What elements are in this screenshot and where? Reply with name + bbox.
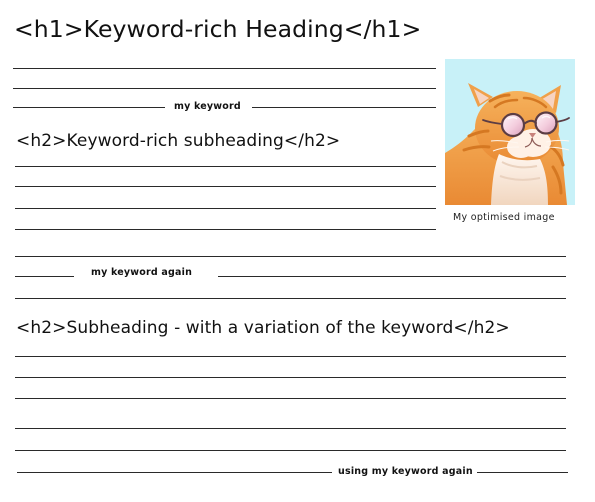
keyword-label-3: using my keyword again xyxy=(338,466,473,477)
keyword-label-1: my keyword xyxy=(174,101,241,112)
image-caption: My optimised image xyxy=(453,212,555,223)
text-line xyxy=(15,450,566,451)
text-line xyxy=(13,107,165,108)
text-line xyxy=(15,166,436,167)
subheading-2: <h2>Subheading - with a variation of the keyword</h2> xyxy=(16,318,510,338)
subheading-1: <h2>Keyword-rich subheading</h2> xyxy=(16,131,341,151)
text-line xyxy=(15,377,566,378)
text-line xyxy=(15,276,74,277)
text-line xyxy=(15,208,436,209)
keyword-label-2: my keyword again xyxy=(91,267,193,278)
cat-with-sunglasses-icon xyxy=(445,59,575,205)
text-line xyxy=(17,472,332,473)
cat-image xyxy=(445,59,575,205)
text-line xyxy=(252,107,436,108)
text-line xyxy=(15,428,566,429)
text-line xyxy=(13,88,436,89)
text-line xyxy=(218,276,566,277)
text-line xyxy=(15,256,566,257)
page-heading: <h1>Keyword-rich Heading</h1> xyxy=(14,15,422,43)
text-line xyxy=(477,472,568,473)
text-line xyxy=(15,186,436,187)
text-line xyxy=(15,229,436,230)
text-line xyxy=(13,68,436,69)
text-line xyxy=(15,356,566,357)
text-line xyxy=(15,298,566,299)
text-line xyxy=(15,398,566,399)
